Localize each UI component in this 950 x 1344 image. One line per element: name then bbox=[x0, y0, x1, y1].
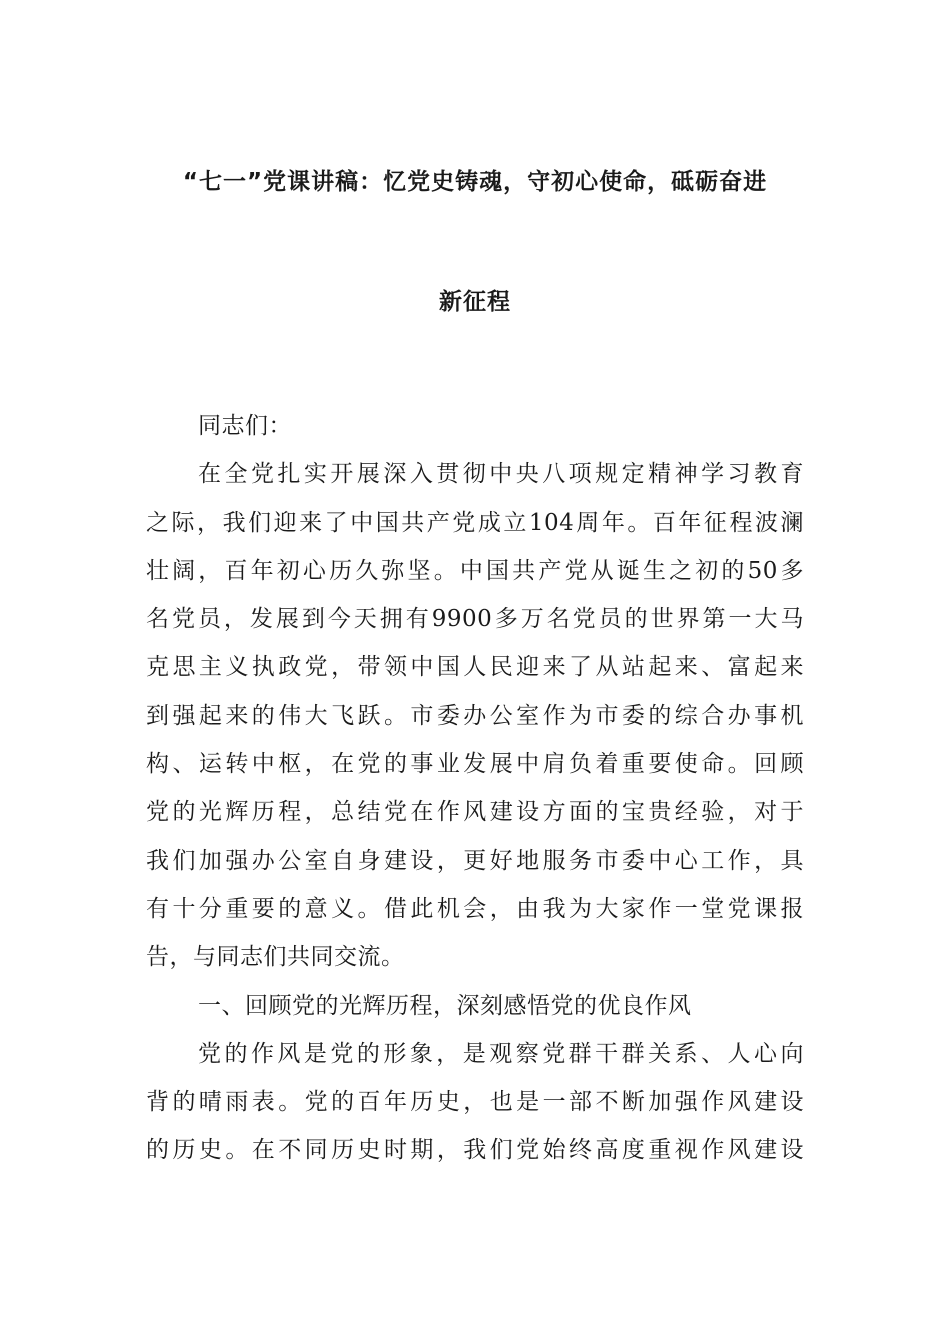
paragraph-1-line: 有十分重要的意义。借此机会，由我为大家作一堂党课报 bbox=[146, 895, 804, 922]
paragraph-1-line: 我们加强办公室自身建设，更好地服务市委中心工作，具 bbox=[146, 847, 804, 874]
document-title-line-2: 新征程 bbox=[439, 289, 511, 315]
paragraph-1-line: 告，与同志们共同交流。 bbox=[146, 944, 405, 971]
paragraph-1-line: 之际，我们迎来了中国共产党成立104周年。百年征程波澜 bbox=[146, 509, 804, 536]
paragraph-1-line: 壮阔，百年初心历久弥坚。中国共产党从诞生之初的50多 bbox=[146, 557, 804, 584]
section-1-heading bbox=[146, 982, 804, 1030]
document-body bbox=[146, 402, 804, 1175]
paragraph-2 bbox=[146, 1030, 804, 1175]
paragraph-1-line: 克思主义执政党，带领中国人民迎来了从站起来、富起来 bbox=[146, 654, 804, 681]
paragraph-1-line: 名党员，发展到今天拥有9900多万名党员的世界第一大马 bbox=[146, 606, 804, 633]
salutation-text: 同志们： bbox=[198, 413, 292, 439]
paragraph-1-line: 在全党扎实开展深入贯彻中央八项规定精神学习教育 bbox=[198, 461, 804, 488]
salutation bbox=[146, 402, 804, 450]
paragraph-2-line: 背的晴雨表。党的百年历史，也是一部不断加强作风建设 bbox=[146, 1089, 804, 1116]
paragraph-1-line: 到强起来的伟大飞跃。市委办公室作为市委的综合办事机 bbox=[146, 702, 804, 729]
paragraph-2-line: 党的作风是党的形象，是观察党群干群关系、人心向 bbox=[198, 1040, 804, 1067]
paragraph-1 bbox=[146, 450, 804, 981]
paragraph-1-line: 构、运转中枢，在党的事业发展中肩负着重要使命。回顾 bbox=[146, 751, 804, 778]
paragraph-2-line: 的历史。在不同历史时期，我们党始终高度重视作风建设 bbox=[146, 1137, 804, 1164]
section-1-heading-text: 一、回顾党的光辉历程，深刻感悟党的优良作风 bbox=[198, 992, 692, 1019]
paragraph-1-line: 党的光辉历程，总结党在作风建设方面的宝贵经验，对于 bbox=[146, 799, 804, 826]
document-title-line-1: “七一”党课讲稿：忆党史铸魂，守初心使命，砥砺奋进 bbox=[182, 169, 768, 195]
